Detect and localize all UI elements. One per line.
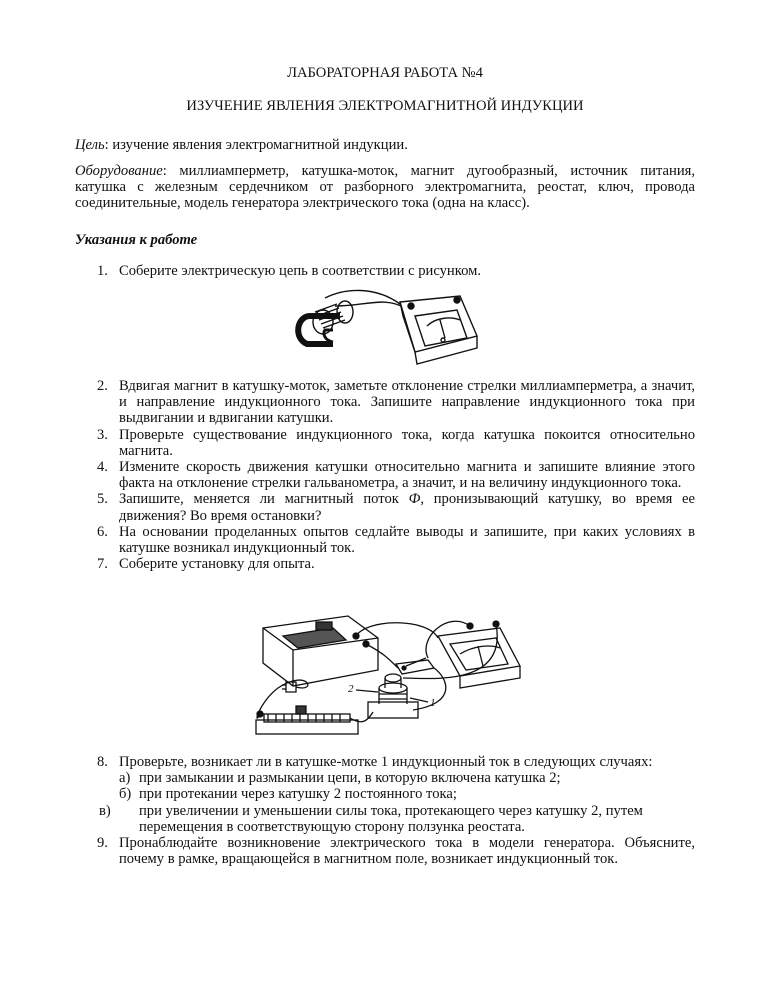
sub-label: б) (119, 786, 132, 803)
step-text: Измените скорость движения катушки относительно магнита и запишите влияние этого факта на отклонение стрелки гальванометра, а значит, и на величину индукционного тока. (119, 459, 695, 492)
step-text: На основании проделанных опытов седлайте выводы и запишите, при каких условиях в катушке возникал индукционный ток. (119, 523, 695, 557)
step-number: 5. (97, 491, 108, 508)
step-text: Пронаблюдайте возникновение электрического тока в модели генератора. Объясните, почему в рамке, вращающейся в магнитном поле, возникает индукционный ток. (119, 835, 695, 868)
goal-paragraph (75, 137, 695, 153)
step-number: 8. (97, 754, 108, 770)
goal-label: Цель (75, 137, 105, 153)
equipment-text: : миллиамперметр, катушка-моток, магнит дугообразный, источник питания, катушка с железным сердечником от разборного электромагнита, реостат, ключ, провода соединительные, модель генератора электрического тока (одна на класс). (75, 163, 695, 212)
step-number: 3. (97, 426, 108, 443)
wire (335, 302, 405, 308)
step-number: 4. (97, 459, 108, 476)
step-text: Соберите установку для опыта. (119, 556, 315, 573)
step-number: 7. (97, 556, 108, 573)
milliammeter (400, 296, 477, 364)
equipment-label: Оборудование (75, 163, 163, 179)
switch-key (396, 658, 434, 674)
steps-list-c (75, 754, 695, 867)
list-item (75, 378, 695, 427)
rheostat (256, 706, 358, 734)
sub-text: при протекании через катушку 2 постоянного тока; (139, 786, 457, 803)
goal-text: : изучение явления электромагнитной индукции. (104, 137, 408, 153)
label-coil-1: 1 (430, 697, 436, 709)
step-text: Проверьте существование индукционного тока, когда катушка покоится относительно магнита. (119, 426, 695, 459)
sub-text: при замыкании и размыкании цепи, в которую включена катушка 2; (139, 770, 561, 787)
document-subtitle: ИЗУЧЕНИЕ ЯВЛЕНИЯ ЭЛЕКТРОМАГНИТНОЙ ИНДУКЦИИ (186, 98, 584, 114)
figure-magnet-coil-circuit (285, 286, 480, 374)
sub-label: в) (99, 802, 111, 819)
document-title: ЛАБОРАТОРНАЯ РАБОТА №4 (287, 65, 483, 81)
label-coil-2: 2 (348, 683, 354, 695)
list-item (75, 556, 695, 572)
list-item (75, 524, 695, 556)
coils (368, 674, 418, 718)
sub-text: при увеличении и уменьшении силы тока, протекающего через катушку 2, путем перемещения в соответствующую сторону ползунка реостата. (139, 802, 643, 835)
step-text: , пронизывающий катушку, во время ее движения? Во время остановки? (119, 491, 695, 524)
step-text: Соберите электрическую цепь в соответствии с рисунком. (119, 263, 481, 279)
list-item (75, 754, 695, 770)
step-number: 1. (97, 263, 108, 279)
step-number: 2. (97, 378, 108, 394)
sub-item (75, 786, 695, 802)
figure-induction-setup (238, 608, 528, 750)
step-text: Вдвигая магнит в катушку-моток, заметьте отклонение стрелки миллиамперметра, а значит, и направление индукционного тока. Запишите направление индукционного тока при выдвигании и вдвигании катушки. (119, 378, 695, 427)
list-item (75, 491, 695, 523)
list-item (75, 459, 695, 491)
power-supply (263, 616, 378, 686)
list-item (75, 263, 695, 279)
instructions-heading: Указания к работе (75, 232, 198, 248)
step-text: Проверьте, возникает ли в катушке-мотке 1 индукционный ток в следующих случаях: (119, 754, 653, 770)
list-item (75, 427, 695, 459)
step-number: 6. (97, 523, 108, 540)
list-item (75, 835, 695, 867)
equipment-paragraph (75, 163, 695, 212)
flux-symbol: Ф (408, 491, 421, 508)
sub-item (75, 803, 695, 835)
sub-item (75, 770, 695, 786)
step-number: 9. (97, 835, 108, 852)
steps-list-b (75, 378, 695, 572)
sub-label: а) (119, 770, 131, 787)
steps-list-a (75, 263, 695, 279)
step-text: Запишите, меняется ли магнитный поток (119, 491, 409, 508)
